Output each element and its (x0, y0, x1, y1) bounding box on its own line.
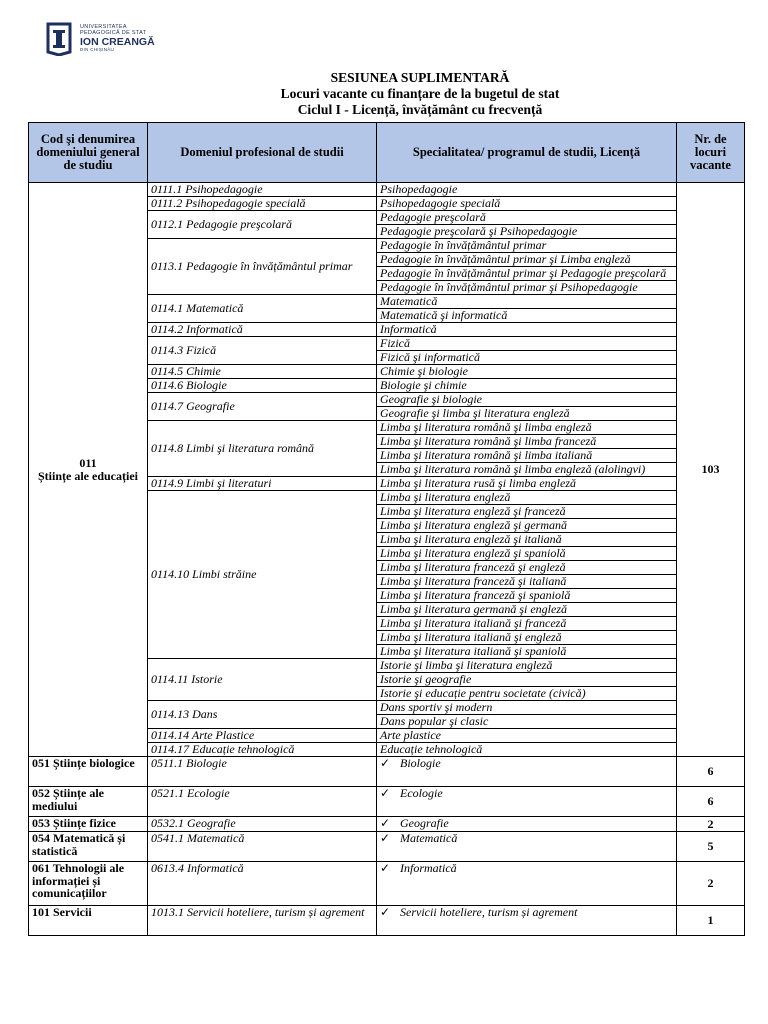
specialty-cell: Limba şi literatura franceză şi spaniolă (377, 589, 677, 603)
group-code-cell: 061 Tehnologii ale informației și comunicațiilor (29, 862, 148, 906)
document-cycle: Ciclul I - Licență, învățământ cu frecvență (297, 102, 543, 117)
group-code-cell: 052 Științe ale mediului (29, 787, 148, 817)
table-row (29, 862, 745, 906)
specialty-cell: Limba şi literatura germană şi engleză (377, 603, 677, 617)
specialty-cell: Geografie şi biologie (377, 393, 677, 407)
domain-cell: 0511.1 Biologie (148, 757, 377, 787)
domain-cell: 0114.11 Istorie (148, 659, 377, 701)
domain-cell: 1013.1 Servicii hoteliere, turism și agrement (148, 906, 377, 936)
specialty-cell: Limba şi literatura engleză (377, 491, 677, 505)
specialty-cell: Informatică (377, 323, 677, 337)
specialty-cell: Limba şi literatura rusă şi limba engleză (377, 477, 677, 491)
header-specialty: Specialitatea/ programul de studii, Licență (377, 123, 677, 183)
seats-cell: 1 (677, 906, 745, 936)
specialty-cell (377, 817, 677, 832)
domain-cell: 0114.6 Biologie (148, 379, 377, 393)
logo-line-2: PEDAGOGICĂ DE STAT (80, 30, 147, 37)
domain-cell: 0613.4 Informatică (148, 862, 377, 906)
vacancies-table (28, 122, 745, 936)
specialty-cell: Limba şi literatura engleză şi franceză (377, 505, 677, 519)
domain-cell: 0114.1 Matematică (148, 295, 377, 323)
check-icon: ✓ (380, 831, 391, 845)
check-icon: ✓ (380, 786, 391, 800)
group-code: 011 (79, 455, 97, 470)
domain-cell: 0114.14 Arte Plastice (148, 729, 377, 743)
specialty-cell: Pedagogie în învățământul primar şi Psihopedagogie (377, 281, 677, 295)
specialty-cell (377, 832, 677, 862)
seats-cell: 2 (677, 862, 745, 906)
domain-cell: 0541.1 Matematică (148, 832, 377, 862)
specialty-cell: Fizică şi informatică (377, 351, 677, 365)
check-icon: ✓ (380, 816, 391, 830)
specialty-cell: Limba şi literatura engleză şi spaniolă (377, 547, 677, 561)
specialty-label: Ecologie (400, 786, 443, 800)
domain-cell: 0114.3 Fizică (148, 337, 377, 365)
domain-cell: 0113.1 Pedagogie în învățământul primar (148, 239, 377, 295)
table-row (29, 787, 745, 817)
domain-cell: 0111.2 Psihopedagogie specială (148, 197, 377, 211)
specialty-cell: Istorie şi educație pentru societate (civică) (377, 687, 677, 701)
specialty-cell: Pedagogie preşcolară (377, 211, 677, 225)
university-emblem-icon (44, 22, 74, 56)
domain-cell: 0114.8 Limbi şi literatura română (148, 421, 377, 477)
group-code-cell: 101 Servicii (29, 906, 148, 936)
domain-cell: 0521.1 Ecologie (148, 787, 377, 817)
specialty-label: Matematică (400, 831, 458, 845)
seats-cell: 6 (677, 757, 745, 787)
specialty-cell: Biologie şi chimie (377, 379, 677, 393)
seats-cell: 2 (677, 817, 745, 832)
domain-cell: 0114.13 Dans (148, 701, 377, 729)
specialty-cell: Limba şi literatura română şi limba franceză (377, 435, 677, 449)
logo-line-4: DIN CHIȘINĂU (80, 46, 115, 52)
specialty-cell: Psihopedagogie specială (377, 197, 677, 211)
table-body (29, 183, 745, 936)
specialty-cell: Limba şi literatura italiană şi engleză (377, 631, 677, 645)
domain-cell: 0114.2 Informatică (148, 323, 377, 337)
specialty-cell: Pedagogie în învățământul primar şi Pedagogie preşcolară (377, 267, 677, 281)
specialty-cell: Limba şi literatura română şi limba engleză (alolingvi) (377, 463, 677, 477)
domain-cell: 0112.1 Pedagogie preşcolară (148, 211, 377, 239)
document-subtitle: Locuri vacante cu finanțare de la bugetul de stat (280, 86, 560, 101)
specialty-cell: Arte plastice (377, 729, 677, 743)
specialty-cell: Limba şi literatura italiană şi spaniolă (377, 645, 677, 659)
specialty-cell: Fizică (377, 337, 677, 351)
table-row (29, 817, 745, 832)
document-title-block (0, 70, 768, 118)
group-code-cell: 054 Matematică și statistică (29, 832, 148, 862)
header-domain: Domeniul profesional de studii (148, 123, 377, 183)
logo-line-1: UNIVERSITATEA (80, 24, 127, 31)
table-row (29, 832, 745, 862)
specialty-cell (377, 787, 677, 817)
specialty-cell: Matematică (377, 295, 677, 309)
specialty-cell: Istorie şi geografie (377, 673, 677, 687)
specialty-cell: Pedagogie în învățământul primar (377, 239, 677, 253)
check-icon: ✓ (380, 905, 391, 919)
university-name (80, 25, 155, 52)
specialty-cell: Dans sportiv şi modern (377, 701, 677, 715)
document-title: SESIUNEA SUPLIMENTARĂ (330, 70, 510, 85)
domain-cell: 0114.5 Chimie (148, 365, 377, 379)
table-row (29, 757, 745, 787)
specialty-cell (377, 757, 677, 787)
group-name: Științe ale educației (38, 468, 138, 483)
check-icon: ✓ (380, 756, 391, 770)
header-code: Cod şi denumirea domeniului general de studiu (29, 123, 148, 183)
specialty-cell: Chimie şi biologie (377, 365, 677, 379)
specialty-cell: Limba şi literatura engleză şi germană (377, 519, 677, 533)
domain-cell: 0114.9 Limbi şi literaturi (148, 477, 377, 491)
specialty-cell: Limba şi literatura italiană şi franceză (377, 617, 677, 631)
table-row (29, 183, 745, 197)
domain-cell: 0114.10 Limbi străine (148, 491, 377, 659)
specialty-cell: Matematică şi informatică (377, 309, 677, 323)
specialty-cell: Pedagogie preşcolară şi Psihopedagogie (377, 225, 677, 239)
seats-cell: 6 (677, 787, 745, 817)
specialty-cell: Limba şi literatura română şi limba italiană (377, 449, 677, 463)
specialty-cell (377, 862, 677, 906)
domain-cell: 0114.17 Educație tehnologică (148, 743, 377, 757)
specialty-cell: Pedagogie în învățământul primar şi Limba engleză (377, 253, 677, 267)
specialty-cell: Limba şi literatura engleză şi italiană (377, 533, 677, 547)
group-code-cell: 053 Științe fizice (29, 817, 148, 832)
logo-line-3: ION CREANGĂ (80, 35, 155, 48)
seats-cell: 5 (677, 832, 745, 862)
domain-cell: 0111.1 Psihopedagogie (148, 183, 377, 197)
table-row (29, 906, 745, 936)
seats-cell: 103 (677, 183, 745, 757)
domain-cell: 0532.1 Geografie (148, 817, 377, 832)
check-icon: ✓ (380, 861, 391, 875)
specialty-label: Biologie (400, 756, 441, 770)
specialty-label: Geografie (400, 816, 449, 830)
specialty-cell: Limba şi literatura română şi limba engleză (377, 421, 677, 435)
specialty-cell: Psihopedagogie (377, 183, 677, 197)
domain-cell: 0114.7 Geografie (148, 393, 377, 421)
specialty-cell: Istorie şi limba şi literatura engleză (377, 659, 677, 673)
specialty-label: Informatică (400, 861, 457, 875)
specialty-cell: Limba şi literatura franceză şi engleză (377, 561, 677, 575)
specialty-label: Servicii hoteliere, turism și agrement (400, 905, 578, 919)
header-seats: Nr. de locuri vacante (677, 123, 745, 183)
specialty-cell: Limba şi literatura franceză şi italiană (377, 575, 677, 589)
group-code-cell (29, 183, 148, 757)
specialty-cell: Dans popular şi clasic (377, 715, 677, 729)
group-code-cell: 051 Științe biologice (29, 757, 148, 787)
specialty-cell (377, 906, 677, 936)
specialty-cell: Geografie şi limba şi literatura engleză (377, 407, 677, 421)
specialty-cell: Educație tehnologică (377, 743, 677, 757)
university-logo (44, 22, 155, 56)
